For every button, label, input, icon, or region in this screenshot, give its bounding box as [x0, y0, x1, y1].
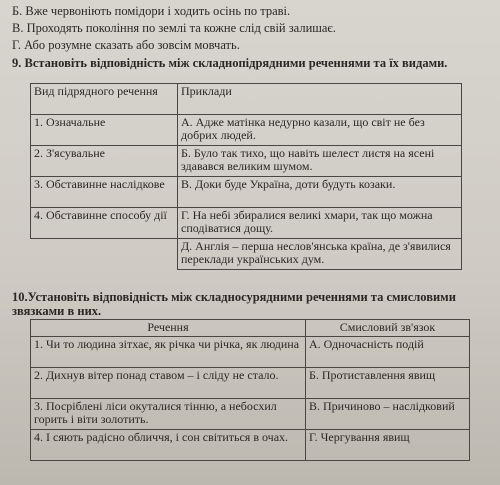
task9-example-b: Б. Було так тихо, що навіть шелест листя на ясені здавався великим шумом.: [178, 146, 462, 177]
task9-col1-header: Вид підрядного речення: [31, 84, 178, 115]
task9-type-2: 2. З'ясувальне: [31, 146, 178, 177]
task10-relation-g: Г. Чергування явищ: [306, 430, 470, 461]
task10-title: 10.Установіть відповідність між складносурядними реченнями та смисловими звязками в них.: [12, 290, 456, 318]
task10-sentence-3: 3. Посріблені ліси окуталися тінню, а небосхил горить і віти золотить.: [31, 399, 306, 430]
task10-relation-v: В. Причиново – наслідковий: [306, 399, 470, 430]
task9-table: [30, 83, 462, 270]
task10-col1-header: Речення: [31, 320, 306, 337]
task9-type-4: 4. Обставинне способу дії: [31, 208, 178, 239]
task10-sentence-1: 1. Чи то людина зітхає, як річка чи річка, як людина: [31, 337, 306, 368]
task9-title: 9. Встановіть відповідність між складнопідрядними реченнями та їх видами.: [12, 56, 448, 70]
task9-type-3: 3. Обставинне наслідкове: [31, 177, 178, 208]
task10-sentence-4: 4. І сяють радісно обличчя, і сон світиться в очах.: [31, 430, 306, 461]
task9-example-g: Г. На небі збиралися великі хмари, так що можна сподіватися дощу.: [178, 208, 462, 239]
task9-type-1: 1. Означальне: [31, 115, 178, 146]
task9-example-a: А. Адже матінка недурно казали, що світ не без добрих людей.: [178, 115, 462, 146]
task9-example-v: В. Доки буде Україна, доти будуть козаки.: [178, 177, 462, 208]
task10-relation-a: А. Одночасність подій: [306, 337, 470, 368]
task9-col2-header: Приклади: [178, 84, 462, 115]
task10-table: [30, 319, 470, 461]
intro-line-g: Г. Або розумне сказать або зовсім мовчать.: [12, 38, 240, 52]
task10-relation-b: Б. Протиставлення явищ: [306, 368, 470, 399]
task9-empty-cell: [31, 239, 178, 270]
intro-line-b: Б. Вже червоніють помідори і ходить осінь по траві.: [12, 4, 291, 18]
intro-line-v: В. Проходять покоління по землі та кожне слід свій залишає.: [12, 21, 336, 35]
task9-example-d: Д. Англія – перша нeслов'янська країна, де з'явилися переклади українських дум.: [178, 239, 462, 270]
task10-sentence-2: 2. Дихнув вітер понад ставом – і сліду не стало.: [31, 368, 306, 399]
task10-col2-header: Смисловий зв'язок: [306, 320, 470, 337]
